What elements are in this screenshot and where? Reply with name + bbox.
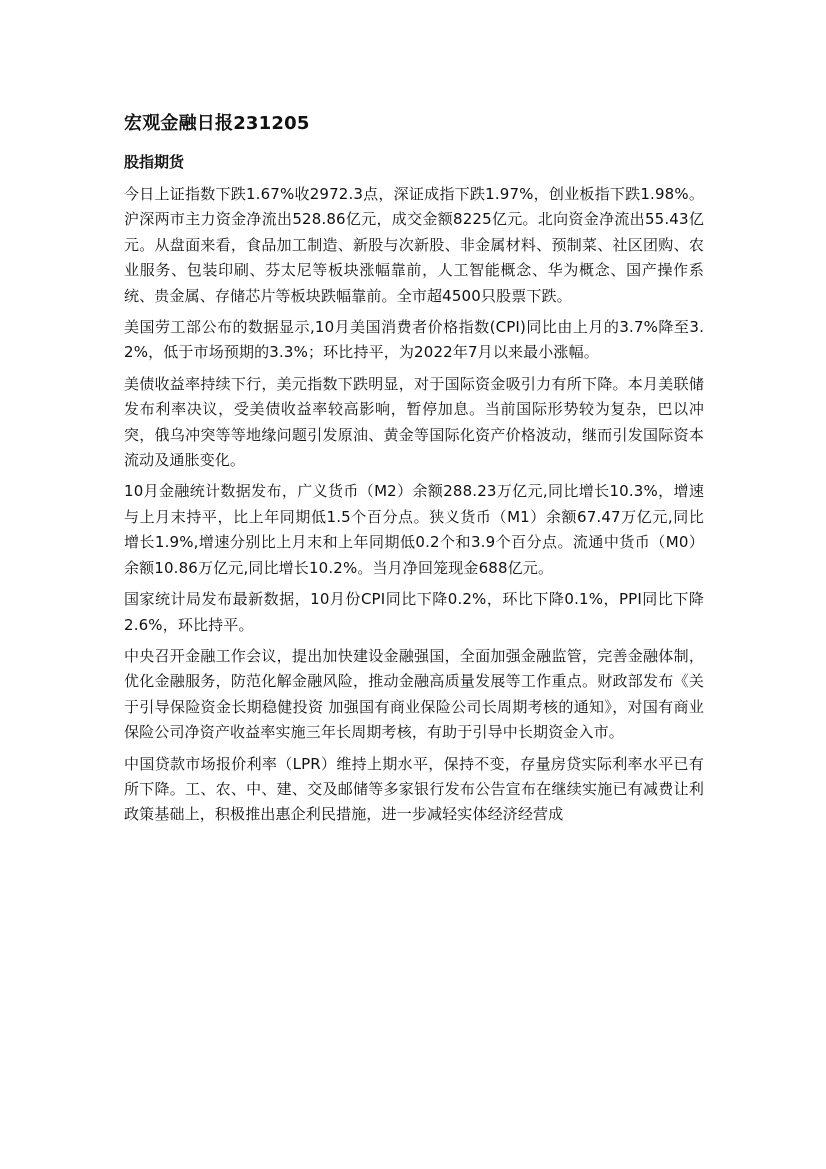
section-title-stock-index-futures: 股指期货 — [124, 153, 185, 171]
document-body — [124, 111, 704, 834]
document-title: 宏观金融日报231205 — [124, 113, 310, 134]
paragraph-market-overview: 今日上证指数下跌1.67%收2972.3点，深证成指下跌1.97%，创业板指下跌1.98%。沪深两市主力资金净流出528.86亿元，成交金额8225亿元。北向资金净流出55.43亿元。从盘面来看，食品加工制造、新股与次新股、非金属材料、预制菜、社区团购、农业服务、包装印刷、芬太尼等板块涨幅靠前，人工智能概念、华为概念、国产操作系统、贵金属、存储芯片等板块跌幅靠前。全市超4500只股票下跌。 — [124, 185, 704, 305]
paragraph-lpr: 中国贷款市场报价利率（LPR）维持上期水平，保持不变，存量房贷实际利率水平已有所下降。工、农、中、建、交及邮储等多家银行发布公告宣布在继续实施已有减费让利政策基础上，积极推出惠企利民措施，进一步减轻实体经济经营成 — [124, 754, 704, 824]
paragraph-financial-statistics: 10月金融统计数据发布，广义货币（M2）余额288.23万亿元,同比增长10.3%，增速与上月末持平，比上年同期低1.5个百分点。狭义货币（M1）余额67.47万亿元,同比增长1.9%,增速分别比上月末和上年同期低0.2个和3.9个百分点。流通中货币（M0）余额10.86万亿元,同比增长10.2%。当月净回笼现金688亿元。 — [124, 482, 704, 577]
paragraph-us-treasury-yields: 美债收益率持续下行，美元指数下跌明显，对于国际资金吸引力有所下降。本月美联储发布利率决议，受美债收益率较高影响，暂停加息。当前国际形势较为复杂，巴以冲突，俄乌冲突等等地缘问题引发原油、黄金等国际化资产价格波动，继而引发国际资本流动及通胀变化。 — [124, 374, 704, 470]
paragraph-cpi-ppi: 国家统计局发布最新数据，10月份CPI同比下降0.2%，环比下降0.1%，PPI同比下降2.6%，环比持平。 — [124, 590, 704, 634]
paragraph-us-cpi: 美国劳工部公布的数据显示,10月美国消费者价格指数(CPI)同比由上月的3.7%降至3.2%，低于市场预期的3.3%；环比持平，为2022年7月以来最小涨幅。 — [124, 318, 704, 362]
paragraph-financial-work-conference: 中央召开金融工作会议，提出加快建设金融强国，全面加强金融监管，完善金融体制，优化金融服务，防范化解金融风险，推动金融高质量发展等工作重点。财政部发布《关于引导保险资金长期稳健投资 加强国有商业保险公司长周期考核的通知》，对国有商业保险公司净资产收益率实施三年长周期考核，有助于引导中长期资金入市。 — [124, 646, 704, 742]
